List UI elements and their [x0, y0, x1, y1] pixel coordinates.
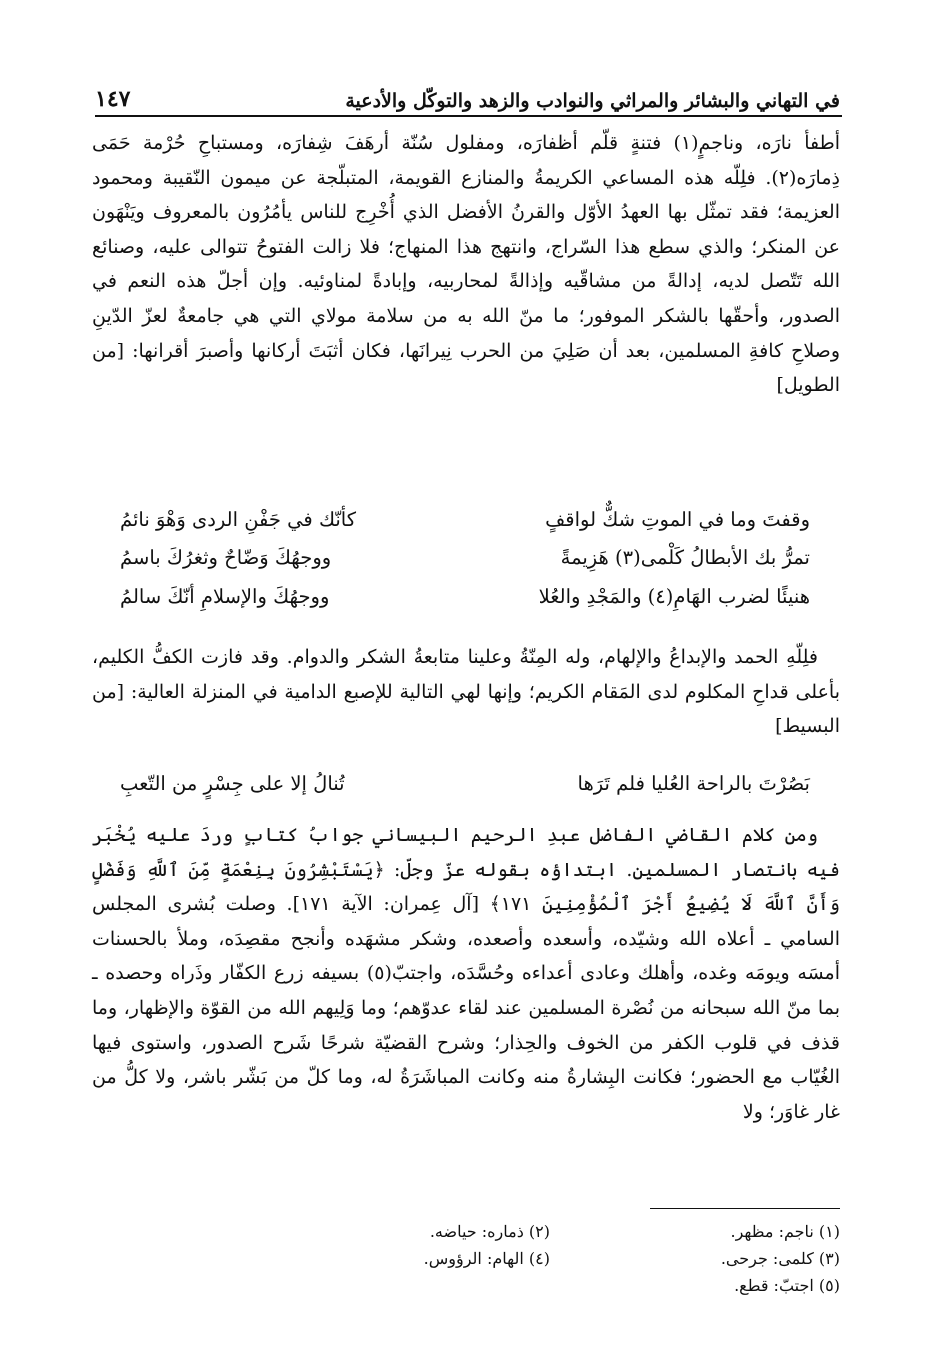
footnote-row-1 [260, 1218, 840, 1245]
main-text-3 [92, 818, 840, 1129]
paragraph-1: أطفأ نارَه، وناجمٍ(١) فتنةٍ قلّم أظفارَه، ومفلول سُنّة أرهَفَ شِفارَه، ومستباحِ حُرْمة حَمَى ذِمارَه(٢). فلِلّه هذه المساعي الكريمةُ والمنازع القويمة، المتبلّجة عن ميمون النّقيبة ومحمود العزيمة؛ فقد تمثّل بها العهدُ الأوّل والقرنُ الأفضل الذي أُخْرِج للناس يأمُرُون بالمعروف ويَنْهَون عن المنكر؛ والذي سطع هذا السّراج، وانتهج هذا المنهاج؛ فلا زالت الفتوحُ تتوالى عليه، وصنائع الله تَتّصل لديه، إدالةً من مشاقّيه وإذالةً لمحاربيه، وإبادةً لمناوئيه. وإن أجلّ هذه النعم في الصدور، وأحقّها بالشكر الموفور؛ ما منّ الله به من سلامة مولاي التي هي جامعةٌ لعزّ الدّينِ وصلاحِ كافةِ المسلمين، بعد أن صَلِيَ من الحرب نِيرانَها، فكان أثبَتَ أركانها وأصبرَ أقرانها: [من الطويل] [92, 132, 840, 397]
poem-2 [120, 764, 810, 803]
footnotes [260, 1218, 840, 1299]
running-title: في التهاني والبشائر والمراثي والنوادب والزهد والتوكّل والأدعية [345, 90, 840, 112]
verse-2 [120, 539, 810, 578]
page-number: ١٤٧ [95, 86, 131, 112]
verse-4-first-hemistich: بَصُرْتَ بالراحة العُليا فلم تَرَها [577, 771, 810, 795]
page-header [95, 72, 840, 112]
verse-1-first-hemistich: وقفتَ وما في الموتِ شكٌّ لواقفٍ [545, 507, 810, 531]
poem-1 [120, 500, 810, 616]
footnote-4: (٤) الهام: الرؤوس. [423, 1249, 550, 1268]
verse-2-first-hemistich: تمرُّ بك الأبطالُ كَلْمى(٣) هَزِيمةً [560, 546, 810, 570]
footnote-row-3 [260, 1272, 840, 1299]
verse-4 [120, 764, 810, 803]
footnote-3: (٣) كلمى: جرحى. [720, 1249, 840, 1268]
footnote-5: (٥) اجتبّ: قطع. [734, 1276, 840, 1295]
verse-3-second-hemistich: ووجهُكَ والإسلامِ أنّكَ سالمُ [120, 584, 330, 608]
main-text [92, 126, 840, 403]
paragraph-3: ومن كلام القاضي الفاضل عبدِ الرحيم البيساني جوابُ كتابٍ وردَ عليه يُخْبَر فيه بانتصار المسلمين. ابتداؤه بقوله عزّ وجلّ: ﴿يَسْتَبْشِرُونَ بِنِعْمَةٍ مِّنَ ٱللَّهِ وَفَضْلٍ وَأَنَّ ٱللَّهَ لَا يُضِيعُ أَجْرَ ٱلْمُؤْمِنِينَ ١٧١﴾ [آل عِمران: الآية ١٧١]. وصلت بُشرى المجلس السامي ـ أعلاه الله وشيّده، وأسعده وأصعده، وشكر مشهَده وأنجح مقصِدَه، وملأ بالحسنات أمسَه ويومَه وغده، وأهلك وعادى أعداءه وحُسَّدَه، واجتبّ(٥) بسيفه زرع الكفّار وذَراه وحصده ـ بما منّ الله سبحانه من نُصْرة المسلمين عند لقاء عدوّهم؛ وما وَلِيهم الله من القوّة والإظهار، وما قذف في قلوب الكفر من الخوف والحِذار؛ وشرح القضيّة شرحًا شَرح الصدور، واستوى فيها الغُيّاب مع الحضور؛ فكانت البِشارةُ منه وكانت المباشَرَةُ له، وما كلّ من بَشّر باشر، ولا كلُّ من غار غاوَر؛ ولا [92, 824, 840, 1123]
footnote-1: (١) ناجم: مظهر. [730, 1222, 840, 1241]
paragraph-2: فلِلّهِ الحمد والإبداعُ والإلهام، وله المِنّةُ وعلينا متابعةُ الشكر والدوام. وقد فازت الكفُّ الكليم، بأعلى قداحِ المكلوم لدى المَقام الكريم؛ وإنها لهي التالية للإصبع الدامية في المنزلة العالية: [من البسيط] [92, 646, 840, 738]
footnote-row-2 [260, 1245, 840, 1272]
main-text-2 [92, 640, 840, 744]
footnote-2: (٢) ذماره: حياضه. [429, 1222, 550, 1241]
footnote-rule [650, 1208, 840, 1209]
verse-1 [120, 500, 810, 539]
verse-3 [120, 577, 810, 616]
verse-3-first-hemistich: هنيئًا لضرب الهَامِ(٤) والمَجْدِ والعُلا [538, 584, 810, 608]
header-rule [95, 115, 842, 117]
verse-4-second-hemistich: تُنالُ إلا على جِسْرٍ من التّعبِ [120, 771, 345, 795]
verse-1-second-hemistich: كأنّك في جَفْنِ الردى وَهْوَ نائمُ [120, 507, 357, 531]
verse-2-second-hemistich: ووجهُكَ وَضّاحٌ وثغرُكَ باسمُ [120, 546, 332, 570]
